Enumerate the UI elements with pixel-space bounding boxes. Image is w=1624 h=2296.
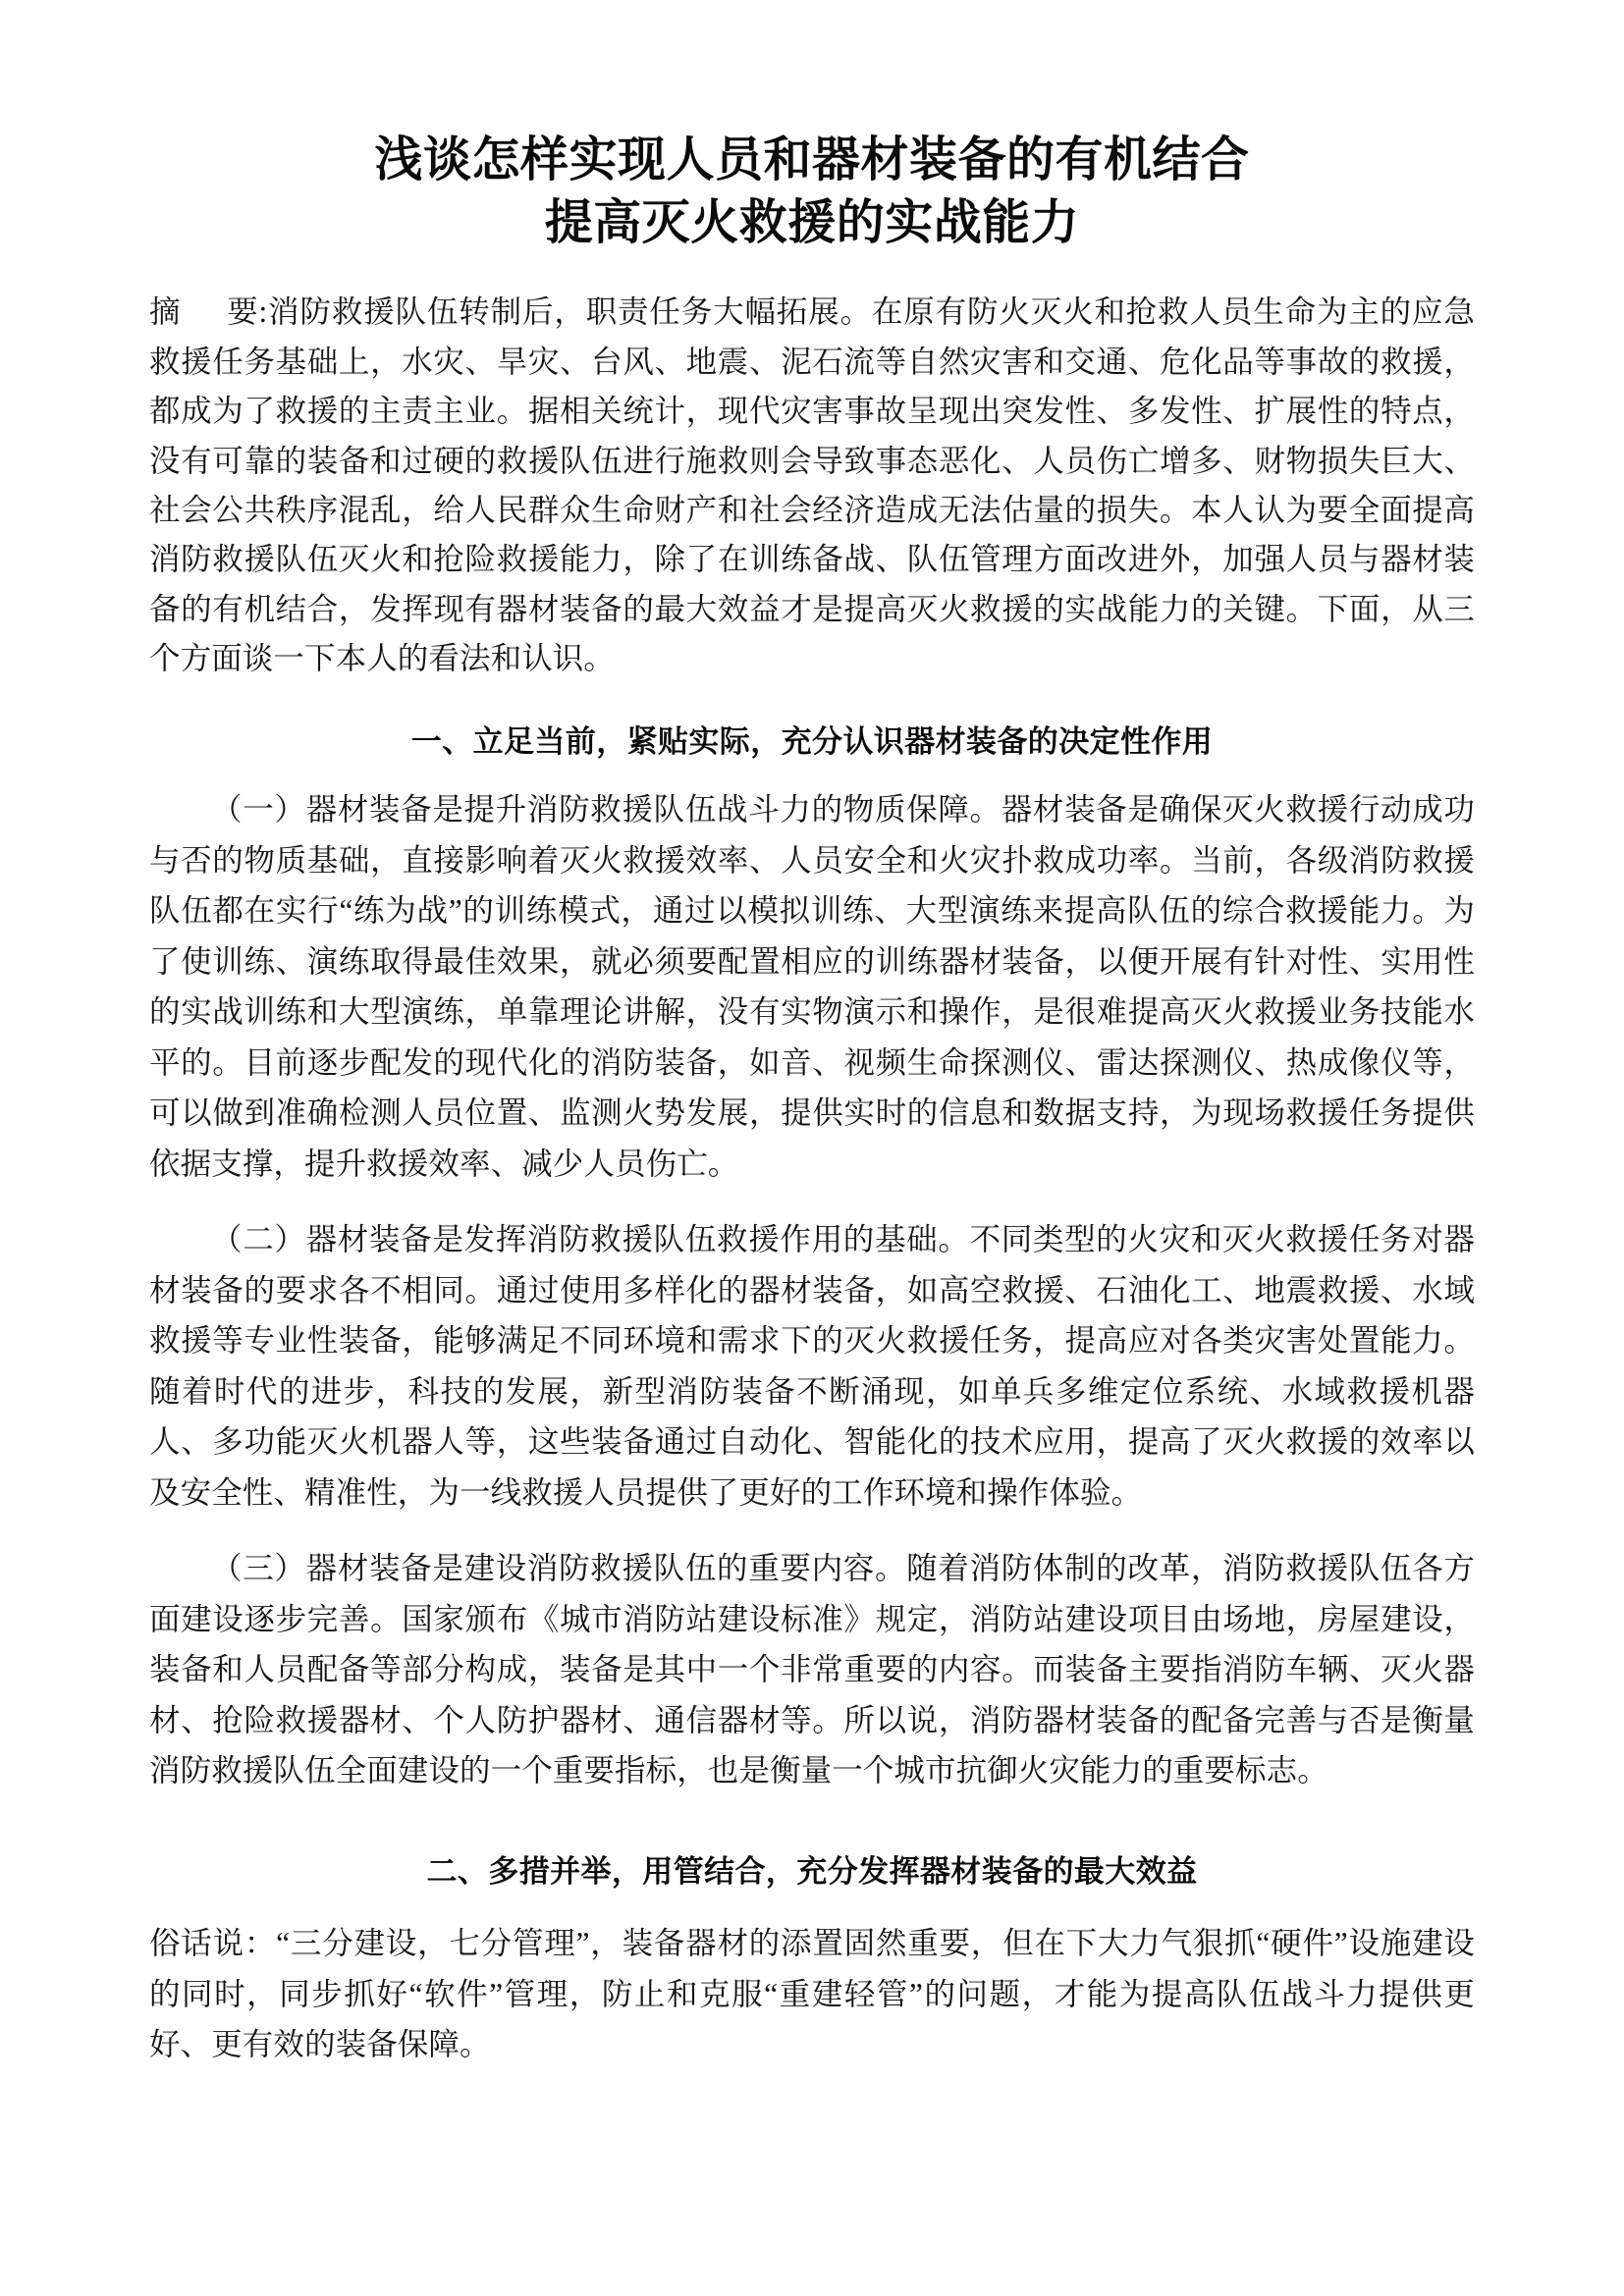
abstract-text: 消防救援队伍转制后，职责任务大幅拓展。在原有防火灭火和抢救人员生命为主的应急救援任务基础上，水灾、旱灾、台风、地震、泥石流等自然灾害和交通、危化品等事故的救援，都成为了救援的主责主业。据相关统计，现代灾害事故呈现出突发性、多发性、扩展性的特点，没有可靠的装备和过硬的救援队伍进行施救则会导致事态恶化、人员伤亡增多、财物损失巨大、社会公共秩序混乱，给人民群众生命财产和社会经济造成无法估量的损失。本人认为要全面提高消防救援队伍灭火和抢险救援能力，除了在训练备战、队伍管理方面改进外，加强人员与器材装备的有机结合，发挥现有器材装备的最大效益才是提高灭火救援的实战能力的关键。下面，从三个方面谈一下本人的看法和认识。 [149,294,1475,676]
section-heading-2: 二、多措并举，用管结合，充分发挥器材装备的最大效益 [426,1853,1198,1889]
section-1-paragraph-1: （一）器材装备是提升消防救援队伍战斗力的物质保障。器材装备是确保灭火救援行动成功与否的物质基础，直接影响着灭火救援效率、人员安全和火灾扑救成功率。当前，各级消防救援队伍都在实行“练为战”的训练模式，通过以模拟训练、大型演练来提高队伍的综合救援能力。为了使训练、演练取得最佳效果，就必须要配置相应的训练器材装备，以便开展有针对性、实用性的实战训练和大型演练，单靠理论讲解，没有实物演示和操作，是很难提高灭火救援业务技能水平的。目前逐步配发的现代化的消防装备，如音、视频生命探测仪、雷达探测仪、热成像仪等，可以做到准确检测人员位置、监测火势发展，提供实时的信息和数据支持，为现场救援任务提供依据支撑，提升救援效率、减少人员伤亡。 [149,792,1475,1181]
title-line-2: 提高灭火救援的实战能力 [544,195,1080,249]
abstract-label: 摘 [149,294,182,330]
section-1-paragraph-3: （三）器材装备是建设消防救援队伍的重要内容。随着消防体制的改革，消防救援队伍各方面建设逐步完善。国家颁布《城市消防站建设标准》规定，消防站建设项目由场地，房屋建设，装备和人员配备等部分构成，装备是其中一个非常重要的内容。而装备主要指消防车辆、灭火器材、抢险救援器材、个人防护器材、通信器材等。所以说，消防器材装备的配备完善与否是衡量消防救援队伍全面建设的一个重要指标，也是衡量一个城市抗御火灾能力的重要标志。 [149,1551,1475,1788]
section-1-paragraph-2: （二）器材装备是发挥消防救援队伍救援作用的基础。不同类型的火灾和灭火救援任务对器材装备的要求各不相同。通过使用多样化的器材装备，如高空救援、石油化工、地震救援、水域救援等专业性装备，能够满足不同环境和需求下的灭火救援任务，提高应对各类灾害处置能力。随着时代的进步，科技的发展，新型消防装备不断涌现，如单兵多维定位系统、水域救援机器人、多功能灭火机器人等，这些装备通过自动化、智能化的技术应用，提高了灭火救援的效率以及安全性、精准性，为一线救援人员提供了更好的工作环境和操作体验。 [149,1222,1475,1510]
section-heading-1: 一、立足当前，紧贴实际，充分认识器材装备的决定性作用 [410,723,1214,759]
section-2-paragraph-1: 俗话说：“三分建设，七分管理”，装备器材的添置固然重要，但在下大力气狠抓“硬件”设施建设的同时，同步抓好“软件”管理，防止和克服“重建轻管”的问题，才能为提高队伍战斗力提供更好、更有效的装备保障。 [149,1926,1475,2061]
title-line-1: 浅谈怎样实现人员和器材装备的有机结合 [374,133,1250,187]
abstract-paragraph [149,288,1475,683]
page-title [149,130,1475,254]
abstract-label-second: 要: [226,294,268,330]
